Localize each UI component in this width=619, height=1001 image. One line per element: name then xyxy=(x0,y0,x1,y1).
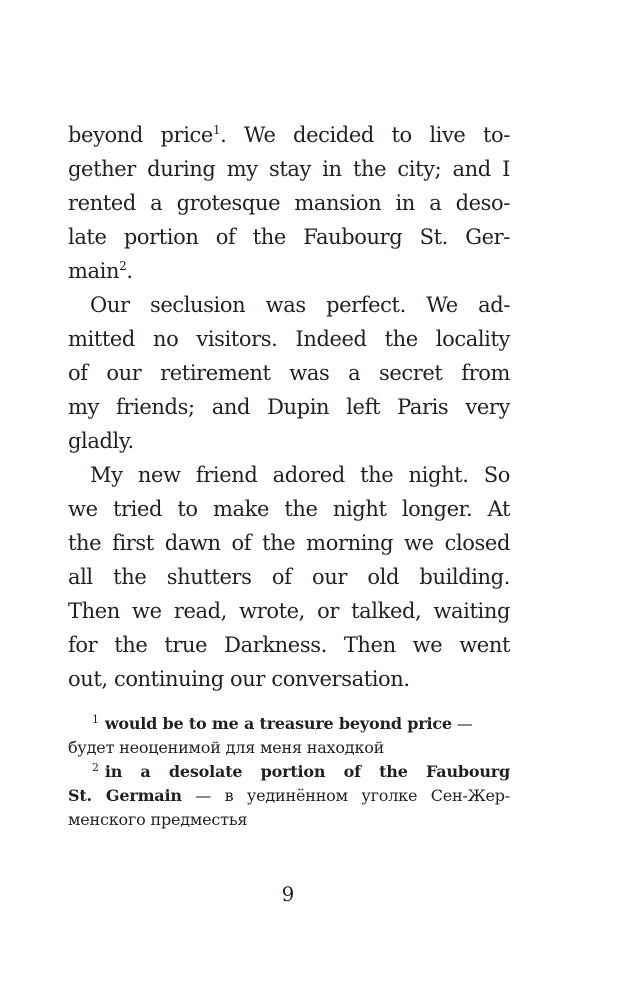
text-line: mitted no visitors. Indeed the locality xyxy=(68,327,510,351)
text-line: gladly. xyxy=(68,429,134,453)
text-line: Then we read, wrote, or talked, waiting xyxy=(68,599,510,623)
footnote-term: in a desolate portion of the Faubourg xyxy=(104,762,510,781)
footnote-term: would be to me a treasure beyond price xyxy=(104,714,452,733)
text-line: gether during my stay in the city; and I xyxy=(68,157,510,181)
footnote-line xyxy=(68,784,510,808)
footnote-1 xyxy=(68,712,510,736)
footnote-dash: — xyxy=(451,714,473,733)
footnote-term: St. Germain xyxy=(68,786,182,805)
main-text xyxy=(68,118,510,696)
text-line: the first dawn of the morning we closed xyxy=(68,531,510,555)
footnote-translation: будет неоценимой для меня находкой xyxy=(68,738,385,757)
text-line: all the shutters of our old building. xyxy=(68,565,510,589)
text-line: my friends; and Dupin left Paris very xyxy=(68,395,510,419)
text-line: out, continuing our conversation. xyxy=(68,667,410,691)
text-line: main$^2$. xyxy=(68,259,133,283)
text-line: for the true Darkness. Then we went xyxy=(68,633,510,657)
text-line: of our retirement was a secret from xyxy=(68,361,510,385)
text-line: we tried to make the night longer. At xyxy=(68,497,510,521)
footnote-2 xyxy=(68,760,510,784)
text-line: My new friend adored the night. So xyxy=(90,463,510,487)
footnote-mark: 2 xyxy=(92,761,99,774)
footnote-translation: менского предместья xyxy=(68,810,248,829)
page-number: 9 xyxy=(281,882,295,906)
footnotes xyxy=(68,712,510,832)
footnote-mark: 1 xyxy=(92,713,99,726)
text-line: Our seclusion was perfect. We ad- xyxy=(90,293,510,317)
footnote-reference[interactable]: 1 xyxy=(212,123,221,137)
text-line: rented a grotesque mansion in a deso- xyxy=(68,191,510,215)
text-line: late portion of the Faubourg St. Ger- xyxy=(68,225,510,249)
footnote-translation: в уединённом уголке Сен-Жер- xyxy=(224,786,511,805)
footnote-dash: — xyxy=(181,786,225,805)
text-line: beyond price$^1$. We decided to live to- xyxy=(68,123,510,147)
footnote-reference[interactable]: 2 xyxy=(119,259,127,273)
